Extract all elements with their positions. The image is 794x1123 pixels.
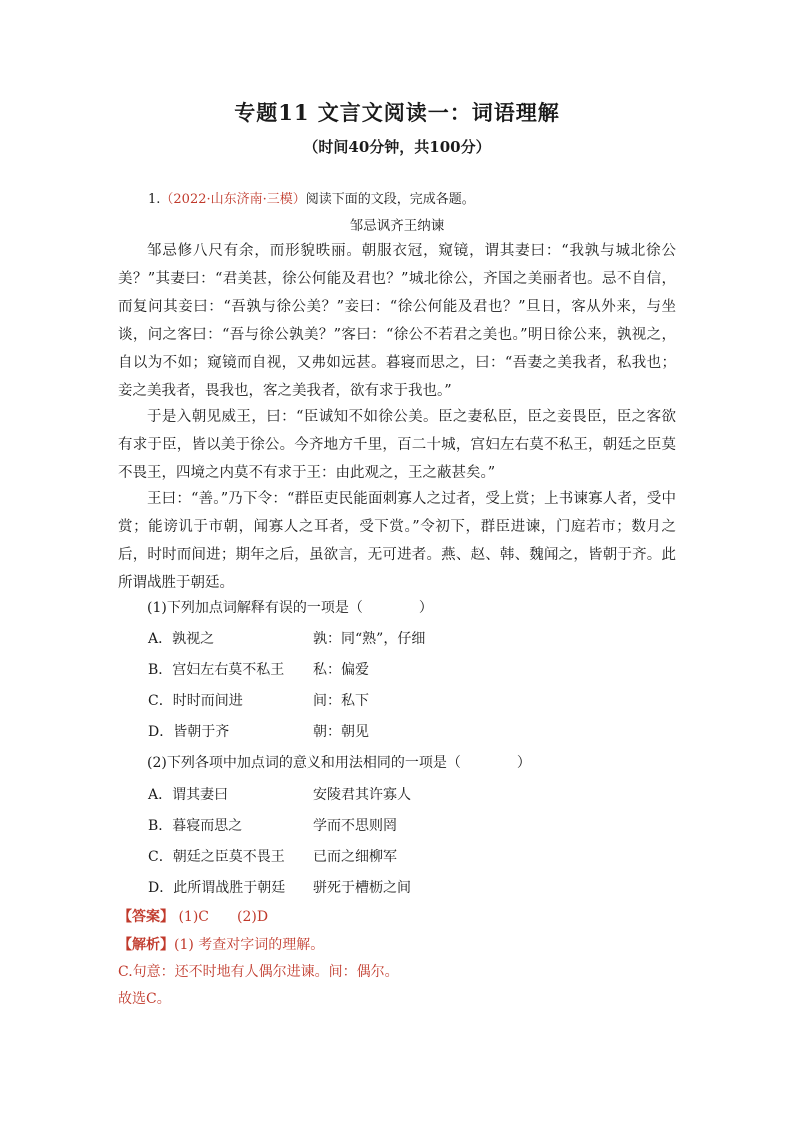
analysis-conclusion: 故选C。	[118, 991, 171, 1007]
option-label: B．暮寝而思之	[148, 818, 243, 834]
option-label: C．时时而间进	[148, 693, 243, 709]
sub-question-2-stem: (2)下列各项中加点词的意义和用法相同的一项是（ ）	[147, 755, 531, 771]
option-label: D．此所谓战胜于朝廷	[148, 880, 286, 896]
option-label: C．朝廷之臣莫不畏王	[148, 849, 285, 865]
option-explanation: 朝：朝见	[313, 724, 369, 740]
sub-question-1-stem: (1)下列加点词解释有误的一项是（ ）	[147, 600, 433, 616]
option-explanation: 孰：同“熟”，仔细	[313, 631, 426, 647]
option-label: D．皆朝于齐	[148, 724, 230, 740]
option-label: A．谓其妻曰	[148, 787, 229, 803]
option-explanation: 间：私下	[313, 693, 369, 709]
page-title: 专题11 文言文阅读一：词语理解	[234, 100, 560, 125]
question-instruction: 阅读下面的文段，完成各题。	[305, 192, 475, 207]
question-1-header	[148, 188, 475, 207]
answer-tag: 【答案】	[118, 909, 174, 925]
option-explanation: 骈死于槽枥之间	[313, 880, 411, 896]
option-explanation: 已而之细柳军	[313, 849, 397, 865]
option-label: B．宫妇左右莫不私王	[148, 662, 285, 678]
question-number: 1.	[148, 192, 161, 207]
option-explanation: 学而不思则罔	[313, 818, 397, 834]
option-explanation: 安陵君其许寡人	[313, 787, 411, 803]
passage-paragraph: 王曰：“善。”乃下令：“群臣吏民能面刺寡人之过者，受上赏；上书谏寡人者，受中赏；能谤讥于市朝，闻寡人之耳者，受下赏。”令初下，群臣进谏，门庭若市；数月之后，时时而间进；期年之后，虽欲言，无可进者。燕、赵、韩、魏闻之，皆朝于齐。此所谓战胜于朝廷。	[118, 491, 676, 591]
option-explanation: 私：偏爱	[313, 662, 369, 678]
passage-title: 邹忌讽齐王纳谏	[349, 218, 445, 234]
analysis-line	[118, 934, 324, 954]
analysis-tag: 【解析】	[118, 937, 174, 953]
option-label: A．孰视之	[148, 631, 215, 647]
passage-paragraph: 于是入朝见威王，曰：“臣诚知不如徐公美。臣之妻私臣，臣之妾畏臣，臣之客欲有求于臣，皆以美于徐公。今齐地方千里，百二十城，宫妇左右莫不私王，朝廷之臣莫不畏王，四境之内莫不有求于王：由此观之，王之蔽甚矣。”	[118, 409, 676, 481]
passage-paragraph: 邹忌修八尺有余，而形貌昳丽。朝服衣冠，窥镜，谓其妻曰：“我孰与城北徐公美？”其妻曰：“君美甚，徐公何能及君也？”城北徐公，齐国之美丽者也。忌不自信，而复问其妾曰：“吾孰与徐公美？”妾曰：“徐公何能及君也？”旦日，客从外来，与坐谈，问之客曰：“吾与徐公孰美？”客曰：“徐公不若君之美也。”明日徐公来，孰视之，自以为不如；窥镜而自视，又弗如远甚。暮寝而思之，曰：“吾妻之美我者，私我也；妾之美我者，畏我也，客之美我者，欲有求于我也。”	[118, 243, 676, 399]
question-source: （2022·山东济南·三模）	[160, 192, 306, 207]
answer-text: (1)C (2)D	[178, 909, 269, 925]
page-subtitle: （时间40分钟，共100分）	[303, 138, 491, 156]
analysis-text: (1) 考查对字词的理解。	[174, 937, 325, 953]
analysis-detail: C.句意：还不时地有人偶尔进谏。间：偶尔。	[118, 964, 399, 980]
answer-line	[118, 906, 268, 926]
